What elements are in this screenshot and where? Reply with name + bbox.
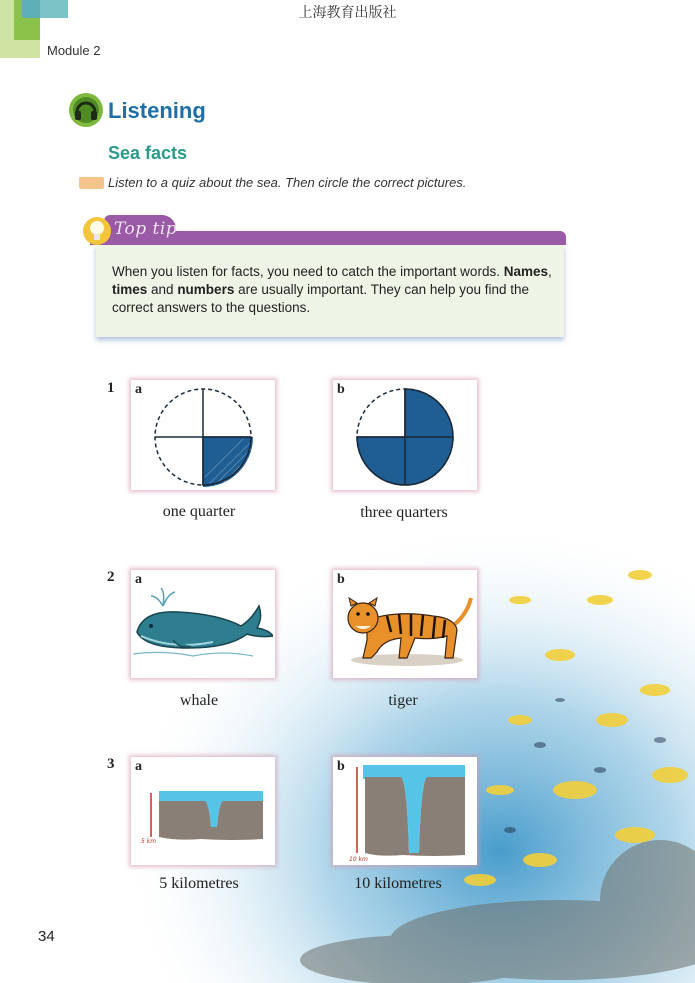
option-3b-card[interactable] [333,757,477,865]
tip-comma: , [548,264,552,279]
option-1a-card[interactable] [131,380,275,490]
module-label: Module 2 [47,43,101,58]
section-title: Listening [108,98,206,123]
lightbulb-icon [82,215,112,247]
tip-keyword-names: Names [503,264,548,279]
instruction-text: Listen to a quiz about the sea. Then circle the correct pictures. [108,175,467,190]
question-2-number: 2 [107,569,115,585]
tip-keyword-numbers: numbers [177,282,235,297]
option-1a-caption: one quarter [162,503,236,520]
tip-keyword-times: times [112,282,148,297]
section-subtitle: Sea facts [108,143,188,163]
option-2a-caption: whale [179,692,219,709]
option-1a-letter: a [135,382,142,397]
top-tip-label: Top tip [114,219,178,239]
three-quarters-circle-diagram [355,387,455,487]
option-2b-letter: b [337,572,345,587]
option-1b-card[interactable] [333,380,477,490]
headphones-icon [68,92,104,128]
option-2b-caption: tiger [388,692,418,709]
tip-line-1: When you listen for facts, you need to catch the important words. [112,264,500,279]
option-3b-caption: 10 kilometres [354,875,442,892]
option-3a-letter: a [135,759,142,774]
option-2b-card[interactable] [333,570,477,678]
option-3a-caption: 5 kilometres [159,875,239,892]
tip-and: and [147,282,178,297]
option-1b-caption: three quarters [360,504,448,521]
option-2a-card[interactable] [131,570,275,678]
instruction-marker [79,177,104,189]
option-2a-letter: a [135,572,142,587]
page-number: 34 [38,928,55,945]
tiger-picture [337,590,473,670]
tip-line-rest: are usually important. They can help you find the correct answers to the questions. [112,282,530,315]
five-km-trench-diagram [131,757,275,865]
top-tip-text [112,263,552,317]
scale-5km-label: 5 km [141,838,157,845]
option-3a-card[interactable] [131,757,275,865]
ten-km-trench-diagram [333,757,477,865]
scale-10km-label: 10 km [349,856,368,863]
one-quarter-circle-diagram [153,387,253,487]
option-1b-letter: b [337,382,345,397]
publisher-header: 上海教育出版社 [298,5,397,21]
question-3-number: 3 [107,756,115,772]
question-1-number: 1 [107,380,115,396]
option-3b-letter: b [337,759,345,774]
whale-picture [133,584,273,664]
